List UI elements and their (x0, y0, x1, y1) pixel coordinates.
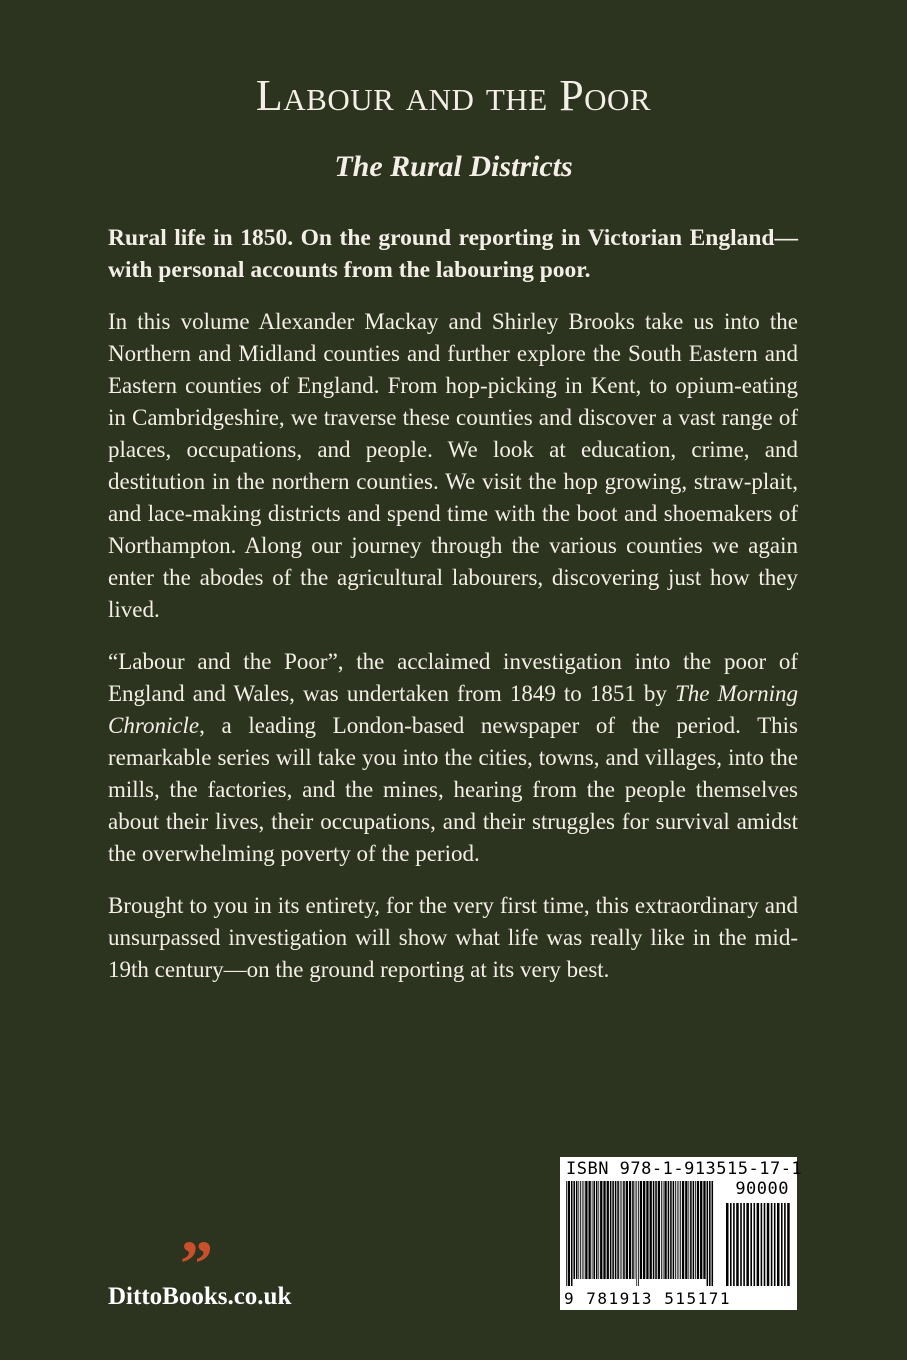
barcode-bar (629, 1181, 631, 1279)
barcode-addon-bar (750, 1203, 752, 1286)
barcode-bar (707, 1181, 709, 1286)
barcode-addon-bar (754, 1203, 756, 1286)
barcode-bar (580, 1181, 581, 1279)
ean-digits: 9 781913 515171 (564, 1289, 731, 1308)
barcode-bar (655, 1181, 657, 1279)
barcode-addon-bar (740, 1203, 742, 1286)
barcode-addon-bar (777, 1203, 780, 1286)
lead-paragraph: Rural life in 1850. On the ground reporting in Victorian England—with personal accounts from the labouring poor. (108, 225, 798, 283)
barcode-bar (603, 1181, 605, 1279)
barcode-bar (617, 1181, 619, 1279)
barcode-bar (571, 1181, 573, 1286)
barcode-bar (598, 1181, 599, 1279)
barcode-bar (621, 1181, 622, 1279)
barcode-bar (592, 1181, 593, 1279)
barcode-bar (593, 1181, 595, 1279)
paragraph-2-end: , a leading London-based newspaper of the period. This remarkable series will take you into the cities, towns, and villages, into the mills, the factories, and the mines, hearing from the people themselves about their lives, their occupations, and their struggles for survival amidst the overwhelming poverty of the period. (108, 713, 798, 866)
barcode-bar (588, 1181, 590, 1279)
barcode-bar (688, 1181, 689, 1279)
barcode-addon-bar (743, 1203, 745, 1286)
barcode-bar (646, 1181, 648, 1279)
barcode-bar (663, 1181, 664, 1279)
isbn-number: ISBN 978-1-913515-17-1 (566, 1159, 803, 1179)
barcode-bar (600, 1181, 602, 1279)
barcode-bar (664, 1181, 666, 1279)
barcode-addon-bar (746, 1203, 749, 1286)
paragraph-2 (108, 646, 798, 870)
barcode-addon-bar (784, 1203, 786, 1286)
blurb (108, 222, 798, 1006)
barcode-bar (677, 1181, 678, 1279)
isbn-barcode (560, 1157, 803, 1310)
barcode-bar (610, 1181, 612, 1279)
barcode-bar (668, 1181, 670, 1279)
barcode-addon-bar (767, 1203, 770, 1286)
barcode-addon-bar (730, 1203, 732, 1286)
barcode-bar (670, 1181, 672, 1279)
barcode-bar (690, 1181, 692, 1279)
barcode-addon-bar (761, 1203, 763, 1286)
barcode-bar (661, 1181, 662, 1279)
barcode-bar (576, 1181, 578, 1279)
barcode-addon-bar (764, 1203, 766, 1286)
barcode-bar (566, 1181, 567, 1286)
barcode-bar (585, 1181, 587, 1279)
barcode-bar (568, 1181, 570, 1286)
barcode-bar (615, 1181, 617, 1279)
barcode-bar (658, 1181, 660, 1279)
barcode-bar (693, 1181, 695, 1279)
barcode-bar (685, 1181, 687, 1279)
barcode-bar (620, 1181, 621, 1279)
barcode-bar (626, 1181, 628, 1279)
barcode-bar (697, 1181, 699, 1279)
barcode-bar (573, 1181, 575, 1279)
paragraph-3: Brought to you in its entirety, for the very first time, this extraordinary and unsurpassed investigation will show what life was really like in the mid-19th century—on the ground reporting at its very best. (108, 893, 798, 982)
barcode-bar (584, 1181, 585, 1279)
barcode-addon-bar (787, 1203, 790, 1286)
book-title: Labour and the Poor (255, 71, 652, 120)
barcode-bar (653, 1181, 655, 1279)
barcode-bar (682, 1181, 684, 1279)
barcode-bar (640, 1181, 642, 1279)
price-code: 90000 (735, 1179, 789, 1199)
barcode-addon-bar (757, 1203, 760, 1286)
barcode-bar (596, 1181, 598, 1279)
barcode-addon-bar (774, 1203, 776, 1286)
barcode-addon-bar (736, 1203, 739, 1286)
barcode-bar (635, 1181, 636, 1279)
barcode-bar (643, 1181, 645, 1279)
ditto-logo-icon: ” (180, 1228, 213, 1301)
paragraph-1: In this volume Alexander Mackay and Shirley Brooks take us into the Northern and Midland counties and further explore the South Eastern and Eastern counties of England. From hop-picking in Kent, to opium-eating in Cambridgeshire, we traverse these counties and discover a vast range of places, occupations, and people. We look at education, crime, and destitution in the northern counties. We visit the hop growing, straw-plait, and lace-making districts and spend time with the boot and shoemakers of Northampton. Along our journey through the various counties we again enter the abodes of the agricultural labourers, discovering just how they lived. (108, 309, 798, 622)
barcode-bar (636, 1181, 637, 1286)
paragraph-2-start: “Labour and the Poor”, the acclaimed investigation into the poor of England and Wales, was undertaken from 1849 to 1851 by (108, 649, 798, 706)
barcode-bar (700, 1181, 702, 1279)
barcode-bar (709, 1181, 711, 1286)
book-subtitle: The Rural Districts (334, 150, 573, 183)
barcode-addon-bar (781, 1203, 783, 1286)
publisher-website: DittoBooks.co.uk (108, 1283, 292, 1310)
barcode-bar (673, 1181, 675, 1279)
barcode-bar (612, 1181, 614, 1279)
newspaper-title: The Morning Chronicle (108, 681, 799, 738)
barcode-addon-bar (726, 1203, 729, 1286)
barcode-bar (632, 1181, 634, 1279)
barcode-bar (712, 1181, 714, 1286)
barcode-bar (578, 1181, 579, 1279)
barcode-addon-bar (733, 1203, 735, 1286)
barcode-bar (623, 1181, 625, 1279)
barcode-bar (638, 1181, 639, 1286)
barcode-addon-bar (771, 1203, 773, 1286)
barcode-bar (675, 1181, 676, 1279)
barcode-bar (695, 1181, 696, 1279)
barcode-bar (607, 1181, 609, 1279)
barcode-bar (679, 1181, 680, 1279)
barcode-bar (680, 1181, 681, 1279)
barcode-bar (703, 1181, 705, 1279)
barcode-bar (650, 1181, 652, 1279)
barcode-bar (582, 1181, 583, 1279)
